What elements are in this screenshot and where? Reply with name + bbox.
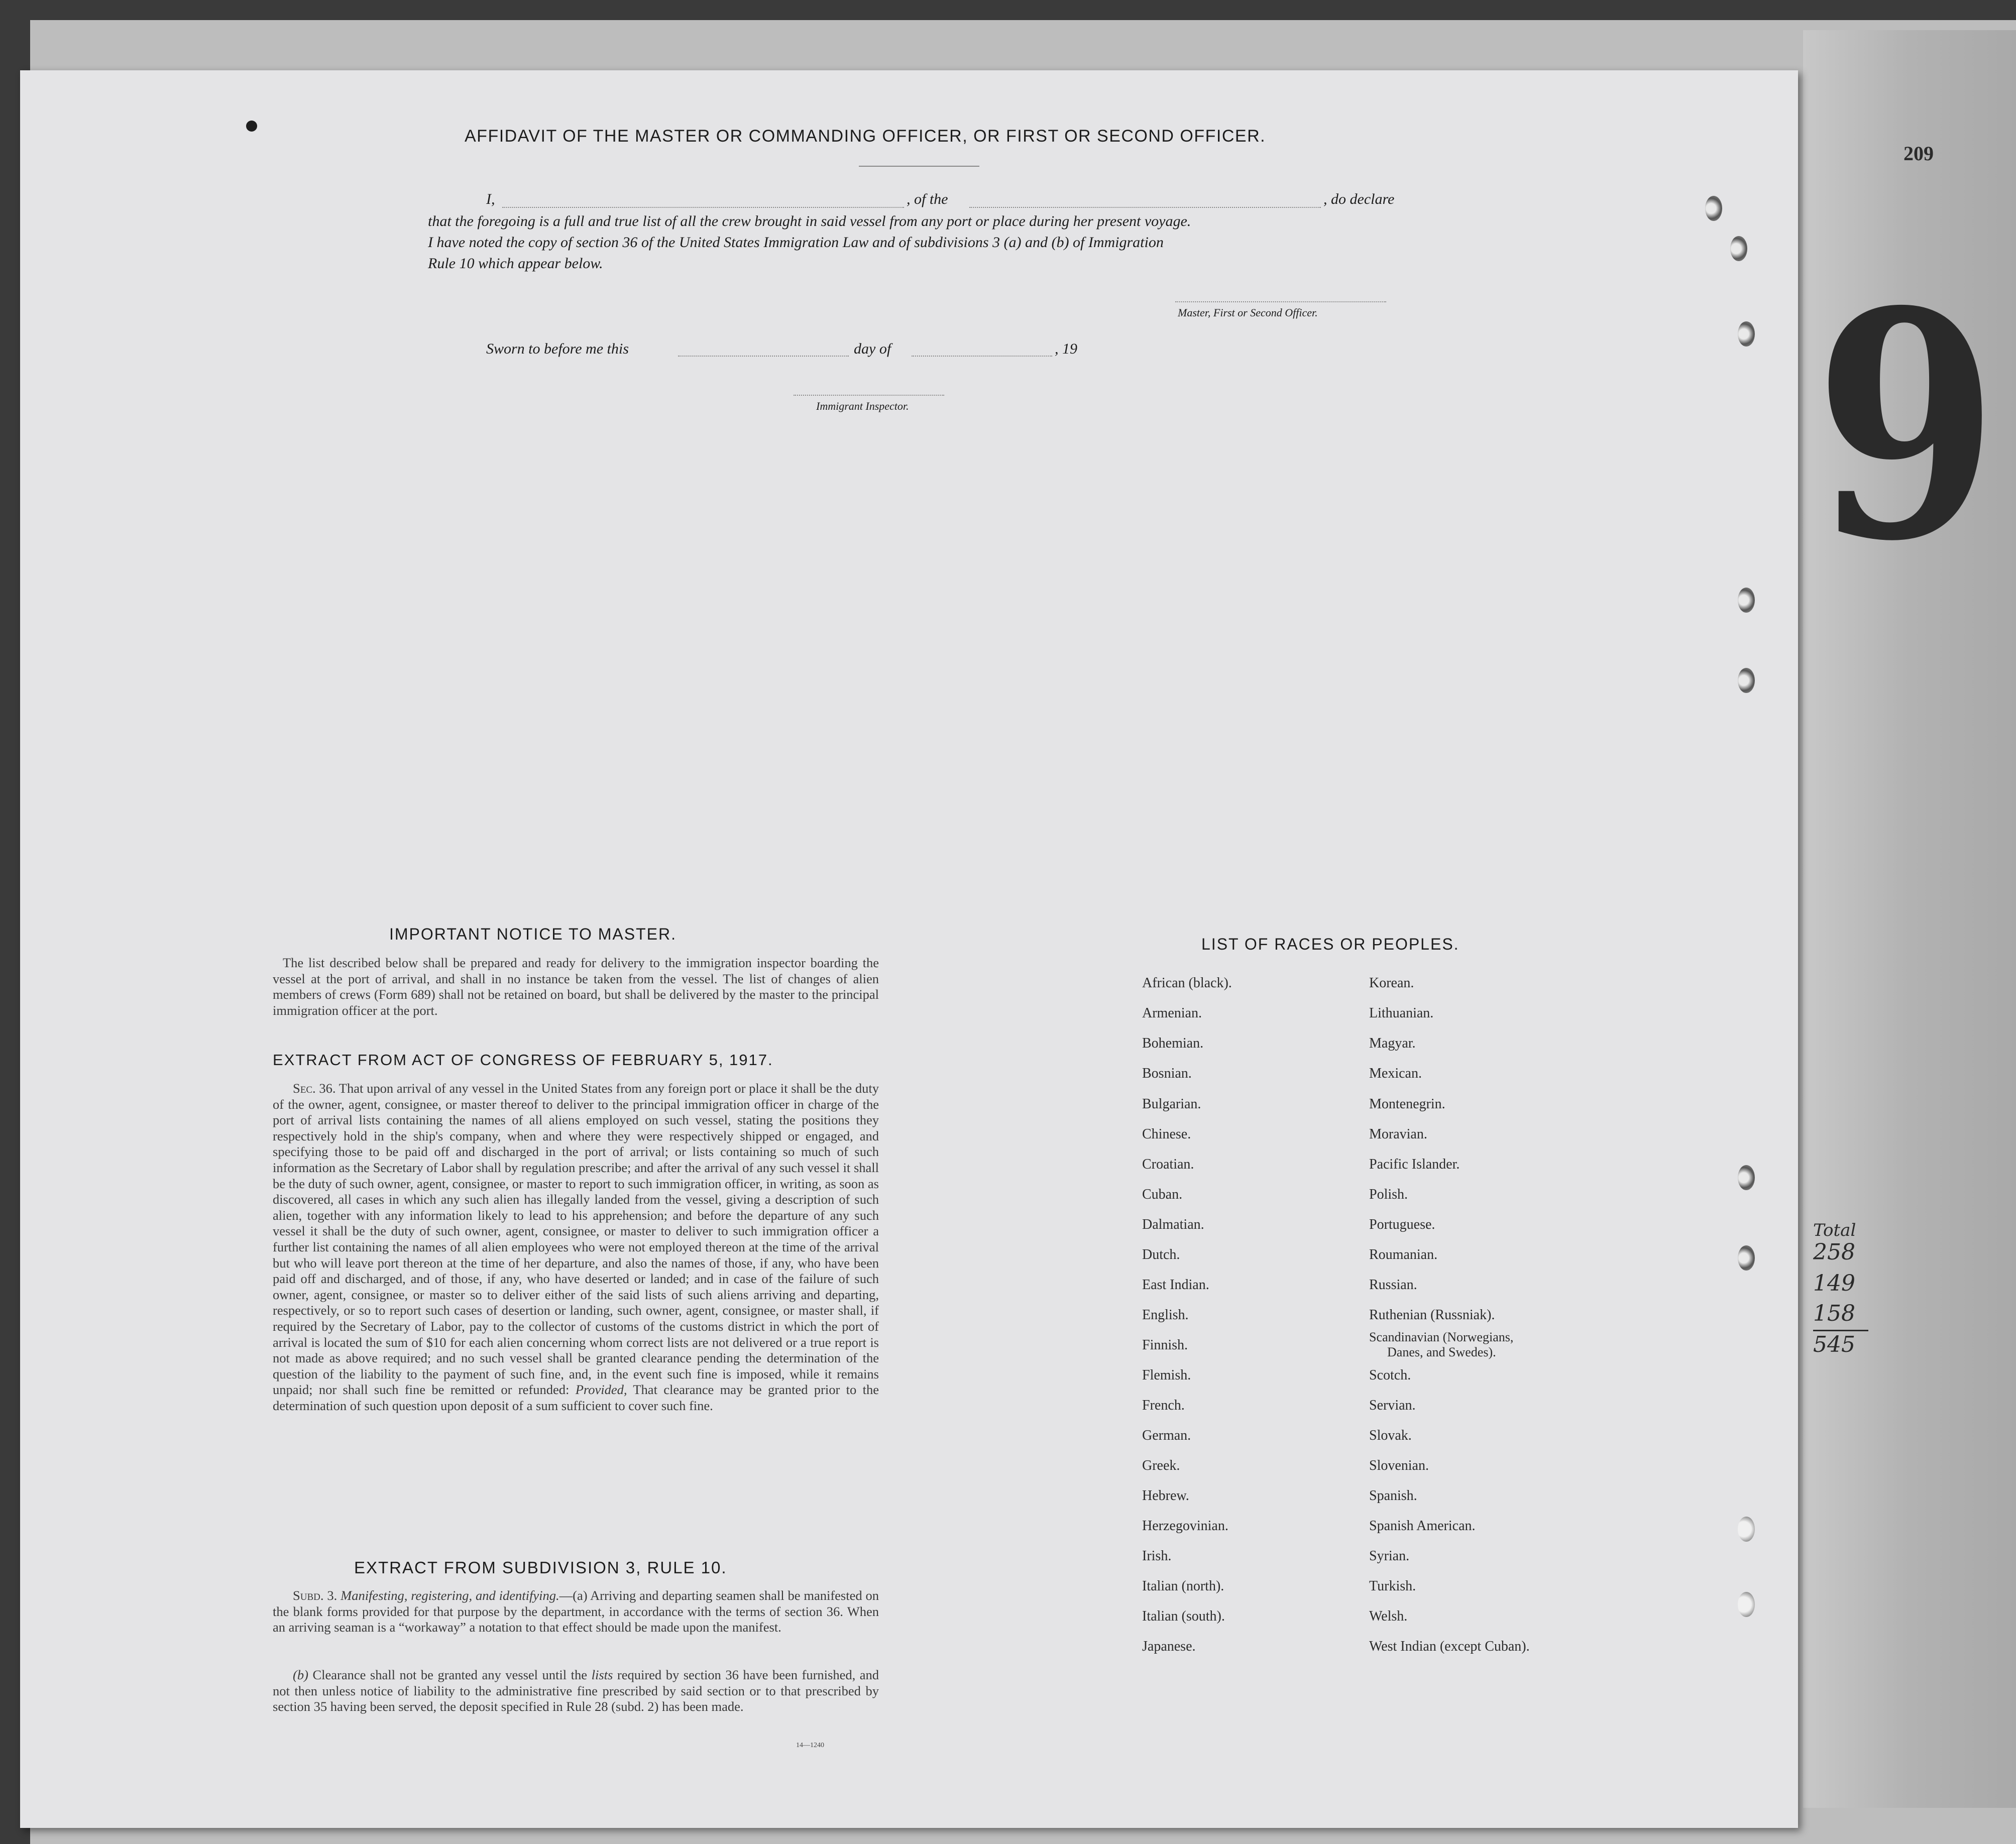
race-item: Polish. — [1369, 1187, 1408, 1202]
race-item: Scotch. — [1369, 1367, 1411, 1383]
rule-para-b — [273, 1667, 879, 1715]
form-code: 14—1240 — [796, 1742, 824, 1749]
handwritten-total-2: 149 — [1813, 1271, 1855, 1296]
sworn-prefix: Sworn to before me this — [486, 340, 629, 357]
binder-hole — [1738, 1592, 1755, 1617]
race-item: Welsh. — [1369, 1608, 1408, 1624]
rule-para-b-text-2: required by section 36 have been furnished, and not then unless notice of liability to the administrative fine prescribed by said section or to that prescribed by section 35 having been served, the deposit specified in Rule 28 (subd. 2) has been made. — [273, 1667, 879, 1714]
affidavit-line1-start: I, — [486, 191, 495, 207]
handwritten-mark-9: 9 — [1814, 244, 1999, 610]
race-item: English. — [1142, 1307, 1189, 1323]
race-item: Pacific Islander. — [1369, 1157, 1460, 1172]
vessel-blank[interactable] — [969, 207, 1321, 208]
act-extract-title: EXTRACT FROM ACT OF CONGRESS OF FEBRUARY 5, 1917. — [273, 1051, 773, 1069]
affidavit-title: AFFIDAVIT OF THE MASTER OR COMMANDING OFFICER, OR FIRST OR SECOND OFFICER. — [465, 127, 1266, 146]
sworn-month-blank[interactable] — [912, 356, 1052, 357]
binder-hole — [1730, 236, 1747, 261]
race-item: Spanish. — [1369, 1488, 1417, 1504]
race-item: Dalmatian. — [1142, 1217, 1204, 1232]
handwritten-total-1: 258 — [1813, 1239, 1855, 1265]
race-item: Russian. — [1369, 1277, 1417, 1293]
inspector-blank[interactable] — [794, 395, 944, 396]
race-item: Mexican. — [1369, 1066, 1422, 1081]
race-item: West Indian (except Cuban). — [1369, 1639, 1530, 1654]
affidavit-line4: Rule 10 which appear below. — [428, 255, 603, 272]
binder-hole — [1738, 588, 1755, 613]
race-item: Turkish. — [1369, 1578, 1416, 1594]
race-item: Armenian. — [1142, 1005, 1202, 1021]
race-item: Dutch. — [1142, 1247, 1180, 1262]
notice-title: IMPORTANT NOTICE TO MASTER. — [389, 925, 677, 943]
signature-label: Master, First or Second Officer. — [1178, 306, 1318, 319]
race-item: Croatian. — [1142, 1157, 1194, 1172]
race-item: Moravian. — [1369, 1126, 1427, 1142]
affidavit-line2: that the foregoing is a full and true list of all the crew brought in said vessel from any port or place during her present voyage. — [428, 213, 1191, 229]
binder-hole — [1705, 196, 1722, 221]
notice-body: The list described below shall be prepared and ready for delivery to the immigration inspector boarding the vessel at the port of arrival, and shall in no instance be taken from the vessel. The list of changes of alien members of crews (Form 689) shall not be retained on board, but shall be delivered by the master to the principal immigration officer at the port. — [273, 955, 879, 1018]
page-number: 209 — [1903, 142, 1934, 165]
race-item: French. — [1142, 1398, 1185, 1413]
race-item-continuation: Danes, and Swedes). — [1387, 1345, 1496, 1359]
race-item: Greek. — [1142, 1458, 1180, 1473]
binder-hole — [1738, 668, 1755, 693]
form-page — [20, 70, 1798, 1828]
race-item: Flemish. — [1142, 1367, 1191, 1383]
binder-hole — [1738, 1165, 1755, 1190]
rule-para-a-text: Arriving and departing seamen shall be manifested on the blank forms provided for that purpose by the department, in accordance with the terms of section 36. When an arriving seaman is a “workaway” a notation to that effect should be made upon the manifest. — [273, 1588, 879, 1635]
race-item: Roumanian. — [1369, 1247, 1438, 1262]
signature-blank[interactable] — [1175, 301, 1386, 302]
binder-hole — [1738, 1517, 1755, 1542]
ink-dot — [246, 121, 257, 132]
rule-para-b-text-1: Clearance shall not be granted any vessel until the — [312, 1667, 588, 1682]
race-item: Syrian. — [1369, 1548, 1410, 1564]
rule-para-a-marker: —(a) — [559, 1588, 588, 1603]
race-item: Scandinavian (Norwegians, — [1369, 1330, 1514, 1344]
sworn-day-of: day of — [854, 340, 891, 357]
race-item: African (black). — [1142, 975, 1232, 991]
rule-extract-title: EXTRACT FROM SUBDIVISION 3, RULE 10. — [354, 1558, 727, 1577]
binder-hole — [1738, 1245, 1755, 1271]
rule-para-b-marker: (b) — [293, 1667, 308, 1682]
race-item: Italian (south). — [1142, 1608, 1225, 1624]
race-item: Spanish American. — [1369, 1518, 1476, 1534]
act-body-before: That upon arrival of any vessel in the United States from any foreign port or place it shall be the duty of the owner, agent, consignee, or master thereof to deliver to the principal immigration officer in charge of the port of arrival lists containing the names of all aliens employed on such vessel, stating the positions they respectively hold in the ship's company, when and where they were respectively shipped or engaged, and specifying those to be paid off and discharged in the port of arrival; or lists containing so much of such information as the Secretary of Labor shall by regulation prescribe; and after the arrival of any such vessel it shall be the duty of such owner, agent, consignee, or master to report to such immigration officer, in writing, as soon as discovered, all cases in which any such alien has illegally landed from the vessel, giving a description of such alien, together with any information likely to lead to his apprehension; and before the departure of any such vessel it shall be the duty of such owner, agent, consignee, or master to deliver to such immigration officer a further list containing the names of all alien employees who were not employed thereon at the time of the arrival but who will leave port thereon at the time of her departure, and also the names of those, if any, who have been paid off and discharged, and of those, if any, who have deserted or landed; and in case of the failure of such owner, agent, consignee, or master so to deliver either of the said lists of such aliens arriving and departing, respectively, or so to report such cases of desertion or landing, such owner, agent, consignee, or master shall, if required by the Secretary of Labor, pay to the collector of customs of the customs district in which the port of arrival is located the sum of $10 for each alien concerning whom correct lists are not delivered or a true report is not made as above required; and no such vessel shall be granted clearance pending the determination of the question of the liability to the payment of such fine, and, in the event such fine is imposed, while it remains unpaid; nor shall such fine be remitted or refunded: — [273, 1081, 879, 1398]
sworn-year: , 19 — [1055, 340, 1077, 357]
race-item: Finnish. — [1142, 1337, 1188, 1353]
handwritten-total-3: 158 — [1813, 1301, 1855, 1326]
handwritten-total-label: Total — [1813, 1220, 1856, 1240]
race-item: Korean. — [1369, 975, 1414, 991]
race-item: Ruthenian (Russniak). — [1369, 1307, 1495, 1323]
race-item: Bulgarian. — [1142, 1096, 1201, 1112]
race-item: Slovenian. — [1369, 1458, 1429, 1473]
race-item: German. — [1142, 1428, 1191, 1443]
race-item: Japanese. — [1142, 1639, 1196, 1654]
race-item: Lithuanian. — [1369, 1005, 1434, 1021]
rule-para-b-lists: lists — [591, 1667, 613, 1682]
affidavit-line1-end: , do declare — [1323, 191, 1395, 207]
affidavit-line3: I have noted the copy of section 36 of the United States Immigration Law and of subdivisions 3 (a) and (b) of Immigration — [428, 234, 1164, 251]
affidavit-line1-mid: , of the — [907, 191, 948, 207]
race-item: Slovak. — [1369, 1428, 1412, 1443]
inspector-label: Immigrant Inspector. — [816, 400, 909, 412]
race-item: Servian. — [1369, 1398, 1416, 1413]
race-item: Bosnian. — [1142, 1066, 1192, 1081]
rule-subd-label: Subd. 3. — [293, 1588, 338, 1603]
race-item: Irish. — [1142, 1548, 1172, 1564]
race-item: East Indian. — [1142, 1277, 1209, 1293]
race-item: Chinese. — [1142, 1126, 1191, 1142]
race-item: Cuban. — [1142, 1187, 1183, 1202]
name-blank[interactable] — [502, 207, 904, 208]
race-item: Hebrew. — [1142, 1488, 1189, 1504]
rule-subd-heading: Manifesting, registering, and identifying. — [341, 1588, 559, 1603]
race-item: Portuguese. — [1369, 1217, 1435, 1232]
race-item: Magyar. — [1369, 1035, 1416, 1051]
race-item: Italian (north). — [1142, 1578, 1224, 1594]
race-item: Bohemian. — [1142, 1035, 1204, 1051]
rule-para-a — [273, 1588, 879, 1636]
binder-hole — [1738, 321, 1755, 347]
sworn-day-blank[interactable] — [678, 356, 849, 357]
act-extract-body — [273, 1081, 879, 1414]
act-section-label: Sec. 36. — [293, 1081, 336, 1096]
act-body-after: That clearance may be granted prior to the determination of such question upon deposit of a sum sufficient to cover such fine. — [273, 1382, 879, 1413]
act-provided: Provided, — [575, 1382, 627, 1398]
races-title: LIST OF RACES OR PEOPLES. — [1201, 935, 1460, 953]
race-item: Montenegrin. — [1369, 1096, 1445, 1112]
race-item: Herzegovinian. — [1142, 1518, 1228, 1534]
handwritten-total-4: 545 — [1813, 1332, 1855, 1357]
